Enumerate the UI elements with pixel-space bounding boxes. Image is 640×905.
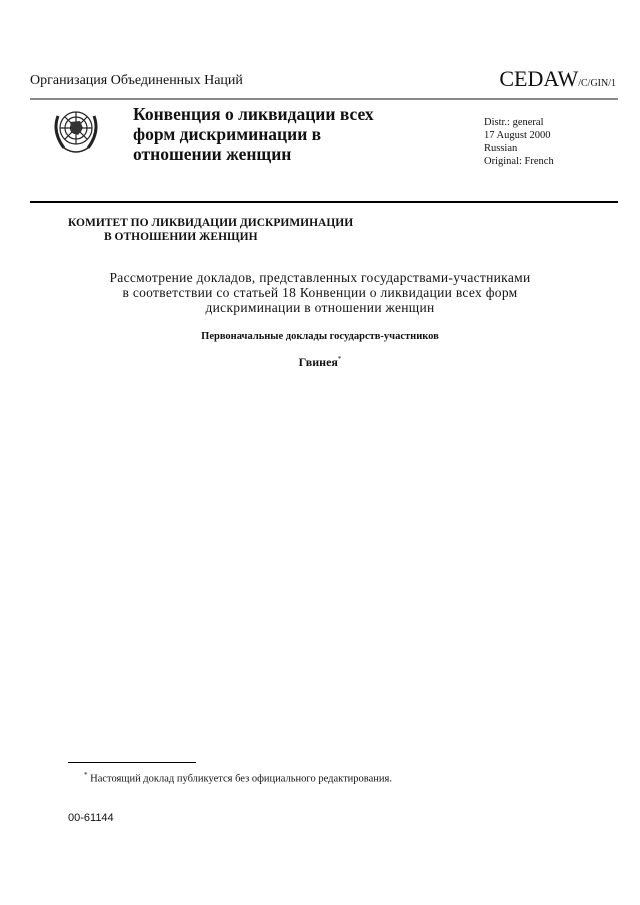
date-line: 17 August 2000	[484, 130, 551, 141]
distribution-line: Distr.: general	[484, 117, 544, 128]
report-subtitle: Первоначальные доклады государств-участников	[201, 331, 439, 342]
country-name: Гвинея	[298, 355, 338, 369]
paragraph-line: Рассмотрение докладов, представленных государствами-участниками	[109, 270, 531, 285]
original-language-line: Original: French	[484, 156, 554, 167]
convention-title	[133, 104, 374, 164]
title-line: Конвенция о ликвидации всех	[133, 104, 374, 124]
header-rule	[30, 98, 618, 100]
document-symbol	[499, 66, 616, 92]
header-bottom-rule	[30, 201, 618, 203]
language-line: Russian	[484, 143, 518, 154]
footnote-reference[interactable]: *	[337, 355, 342, 363]
committee-heading	[68, 216, 353, 244]
committee-line: КОМИТЕТ ПО ЛИКВИДАЦИИ ДИСКРИМИНАЦИИ	[68, 217, 354, 229]
consideration-paragraph	[60, 270, 580, 315]
paragraph-line: дискриминации в отношении женщин	[205, 300, 435, 315]
footnote-rule	[68, 762, 196, 763]
organization-name: Организация Объединенных Наций	[30, 73, 243, 88]
footnote	[84, 771, 392, 785]
document-number: 00-61144	[68, 812, 114, 824]
title-line: отношении женщин	[133, 144, 292, 164]
symbol-main: CEDAW	[499, 66, 579, 91]
footnote-text: Настоящий доклад публикуется без официального редактирования.	[90, 773, 392, 785]
symbol-suffix: /C/GIN/1	[578, 78, 616, 89]
committee-line: В ОТНОШЕНИИ ЖЕНЩИН	[104, 231, 258, 243]
title-line: форм дискриминации в	[133, 124, 322, 144]
footnote-marker: *	[84, 771, 88, 779]
un-emblem-icon	[50, 104, 102, 156]
distribution-info	[484, 116, 554, 168]
country-heading	[60, 355, 580, 370]
paragraph-line: в соответствии со статьей 18 Конвенции о ликвидации всех форм	[122, 285, 518, 300]
